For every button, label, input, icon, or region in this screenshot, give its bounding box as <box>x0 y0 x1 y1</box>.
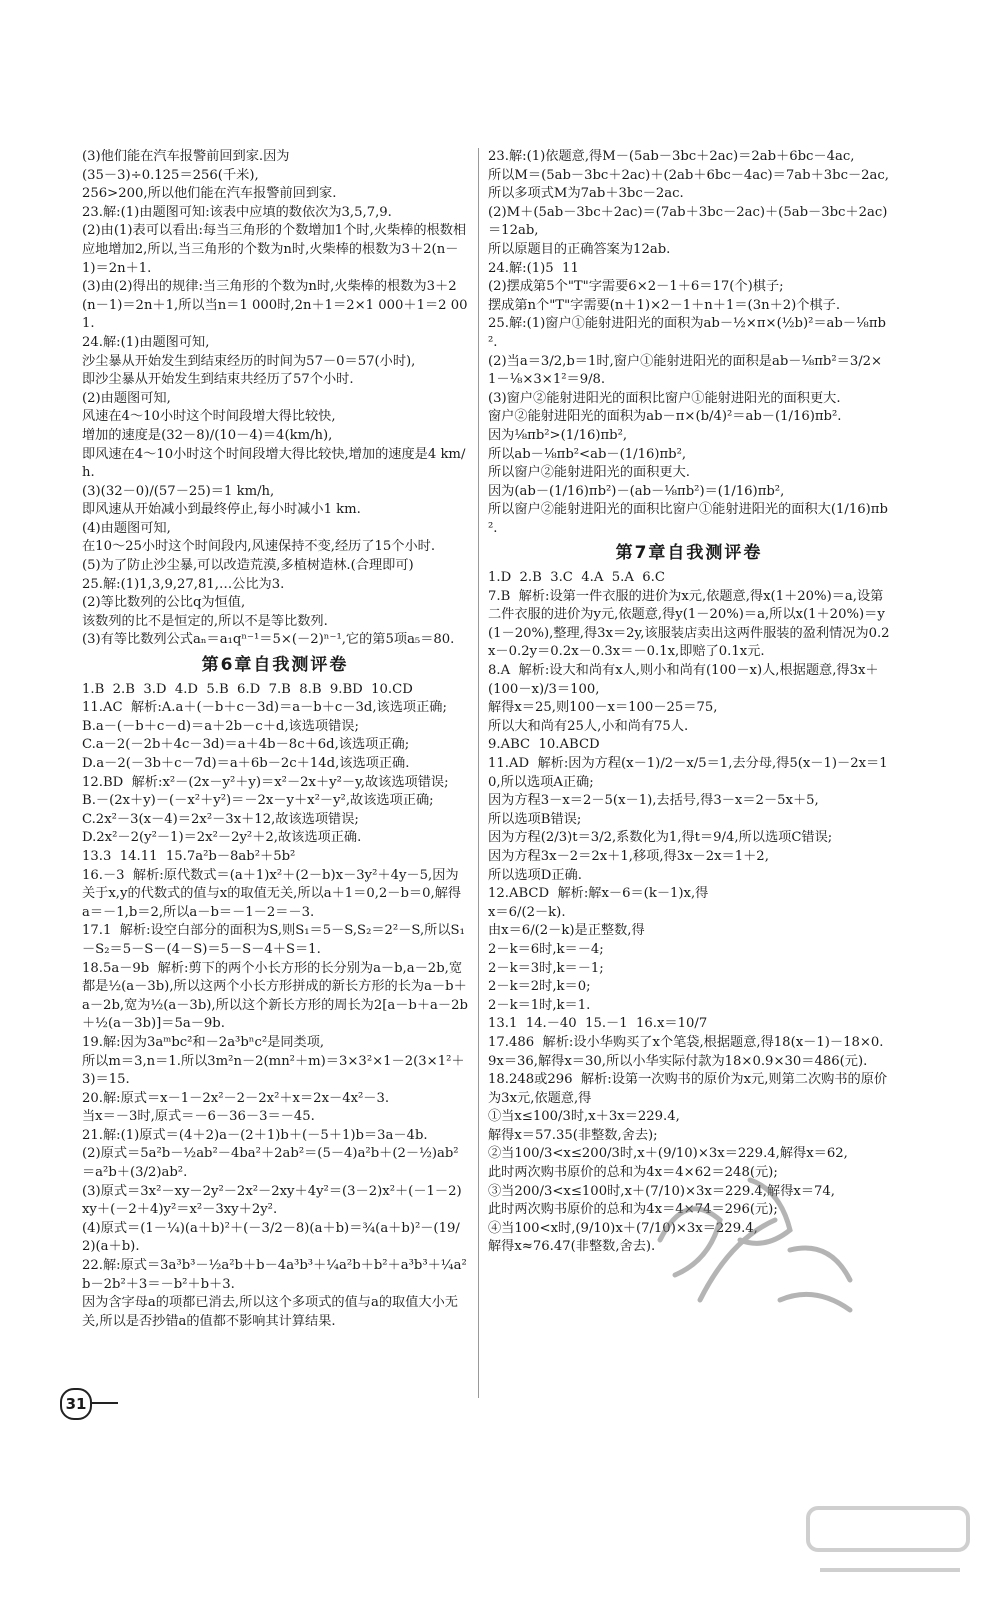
answer-line: 7.B 解析:设第一件衣服的进价为x元,依题意,得x(1＋20%)＝a,设第二件衣服的进价为y元,依题意,得y(1－20%)＝a,所以x(1＋20%)＝y(1－20%),整理,得3x＝2y,该服装店卖出这两件服装的盈利情况为0.2x－0.2y＝0.2x－0.3x＝－0.1x,即赔了0.1x元. <box>488 588 890 660</box>
answer-line: 即风速从开始减小到最终停止,每小时减小1 km. <box>82 502 361 518</box>
answer-line: 此时两次购书原价的总和为4x＝4×62＝248(元); <box>488 1165 778 1181</box>
answer-line: 因为⅛πb²>(1/16)πb², <box>488 427 628 443</box>
answer-line: 18.248或296 解析:设第一次购书的原价为x元,则第二次购书的原价为3x元,依题意,得 <box>488 1072 888 1106</box>
answer-line: 19.解:因为3aᵐbc²和－2a³bⁿc²是同类项, <box>82 1034 325 1050</box>
answer-line: 即沙尘暴从开始发生到结束共经历了57个小时. <box>82 372 354 388</box>
answer-line: 11.AC 解析:A.a＋(－b＋c－3d)＝a－b＋c－3d,该选项正确; <box>82 700 447 716</box>
answer-line: 18.5a－9b 解析:剪下的两个小长方形的长分别为a－b,a－2b,宽都是½(a－3b),所以这两个小长方形拼成的新长方形的长为a－b＋a－2b,宽为½(a－3b),所以这个新长方形的周长为2[a－b＋a－2b＋½(a－3b)]＝5a－9b. <box>82 960 468 1032</box>
answer-line: 2－k＝1时,k＝1. <box>488 997 591 1013</box>
answer-line: 2－k＝6时,k＝－4; <box>488 941 604 957</box>
answer-line: 13.3 14.11 15.7a²b－8ab²＋5b² <box>82 848 296 864</box>
answer-line: ③当200/3<x≤100时,x＋(7/10)×3x＝229.4,解得x＝74, <box>488 1183 835 1199</box>
answer-line: 沙尘暴从开始发生到结束经历的时间为57－0＝57(小时), <box>82 353 416 369</box>
answer-line: (3)窗户②能射进阳光的面积比窗户①能射进阳光的面积更大. <box>488 390 841 406</box>
answer-line: ④当100<x时,(9/10)x＋(7/10)×3x＝229.4, <box>488 1220 758 1236</box>
answer-line: 13.1 14.－40 15.－1 16.x＝10/7 <box>488 1016 708 1032</box>
answer-line: 因为方程(2/3)t＝3/2,系数化为1,得t＝9/4,所以选项C错误; <box>488 830 833 846</box>
answer-line: 所以M＝(5ab－3bc＋2ac)＋(2ab＋6bc－4ac)＝7ab＋3bc－2ac, <box>488 167 889 183</box>
answer-line: (3)(32－0)/(57－25)＝1 km/h, <box>82 483 275 499</box>
page-number: 31 <box>60 1388 92 1420</box>
answer-line: 23.解:(1)依题意,得M－(5ab－3bc＋2ac)＝2ab＋6bc－4ac, <box>488 149 855 164</box>
answer-line: 因为(ab－(1/16)πb²)－(ab－⅛πb²)＝(1/16)πb², <box>488 483 785 499</box>
answer-line: 解得x≈76.47(非整数,舍去). <box>488 1239 656 1255</box>
answer-line: 25.解:(1)窗户①能射进阳光的面积为ab－½×π×(½b)²＝ab－⅛πb². <box>488 316 886 350</box>
answer-line: (2)当a＝3/2,b＝1时,窗户①能射进阳光的面积是ab－⅛πb²＝3/2×1－⅛×3×1²＝9/8. <box>488 353 883 388</box>
answer-line: 1.D 2.B 3.C 4.A 5.A 6.C <box>488 570 665 586</box>
answer-line: 摆成第n个"T"字需要(n＋1)×2－1＋n＋1＝(3n＋2)个棋子. <box>488 297 841 313</box>
answer-line: 在10～25小时这个时间段内,风速保持不变,经历了15个小时. <box>82 539 436 555</box>
answer-line: (2)摆成第5个"T"字需要6×2－1＋6＝17(个)棋子; <box>488 279 784 295</box>
answer-line: B.－(2x＋y)－(－x²＋y²)＝－2x－y＋x²－y²,故该选项正确; <box>82 793 434 809</box>
answer-line: 2－k＝2时,k＝0; <box>488 979 591 995</box>
answer-line: (2)原式＝5a²b－½ab²－4ba²＋2ab²＝(5－4)a²b＋(2－½)ab²＝a²b＋(3/2)ab². <box>82 1146 459 1181</box>
answer-line: (3)由(2)得出的规律:当三角形的个数为n时,火柴棒的根数为3＋2(n－1)＝2n＋1,所以当n＝1 000时,2n＋1＝2×1 000＋1＝2 001. <box>82 279 468 332</box>
answer-line: C.2x²－3(x－4)＝2x²－3x＋12,故该选项错误; <box>82 811 359 827</box>
answer-line: 21.解:(1)原式＝(4＋2)a－(2＋1)b＋(－5＋1)b＝3a－4b. <box>82 1127 428 1143</box>
answer-line: 12.ABCD 解析:解x－6＝(k－1)x,得 <box>488 886 709 902</box>
answer-line: D.2x²－2(y²－1)＝2x²－2y²＋2,故该选项正确. <box>82 830 362 846</box>
answer-line: (2)等比数列的公比q为恒值, <box>82 595 246 611</box>
answer-line: 此时两次购书原价的总和为4x＝4×74＝296(元); <box>488 1202 778 1218</box>
left-column <box>82 148 468 1331</box>
answer-line: 由x＝6/(2－k)是正整数,得 <box>488 923 645 939</box>
answer-line: 所以m＝3,n＝1.所以3m²n－2(mn²＋m)＝3×3²×1－2(3×1²＋3)＝15. <box>82 1053 465 1088</box>
answer-line: 增加的速度是(32－8)/(10－4)＝4(km/h), <box>82 427 333 443</box>
answer-line: C.a－2(－2b＋4c－3d)＝a＋4b－8c＋6d,该选项正确; <box>82 737 410 753</box>
answer-line: 24.解:(1)5 11 <box>488 260 579 276</box>
answer-line: 所以ab－⅛πb²<ab－(1/16)πb², <box>488 446 687 462</box>
answer-line: (35－3)÷0.125＝256(千米), <box>82 167 259 183</box>
answer-line: 20.解:原式＝x－1－2x²－2－2x²＋x＝2x－4x²－3. <box>82 1090 390 1106</box>
answer-line: (5)为了防止沙尘暴,可以改造荒漠,多植树造林.(合理即可) <box>82 558 414 574</box>
answer-line: 23.解:(1)由题图可知:该表中应填的数依次为3,5,7,9. <box>82 204 392 220</box>
answer-line: 该数列的比不是恒定的,所以不是等比数列. <box>82 613 328 629</box>
answer-line: (4)原式＝(1－¼)(a＋b)²＋(－3/2－8)(a＋b)＝¾(a＋b)²－(19/2)(a＋b). <box>82 1220 460 1255</box>
answer-line: 风速在4～10小时这个时间段增大得比较快, <box>82 409 336 425</box>
chapter7-heading: 第7章自我测评卷 <box>615 543 763 564</box>
page-number-rule <box>92 1402 118 1404</box>
answer-line: x＝6/(2－k). <box>488 904 566 920</box>
answer-line: 所以多项式M为7ab＋3bc－2ac. <box>488 186 684 202</box>
answer-line: 16.－3 解析:原代数式＝(a＋1)x²＋(2－b)x－3y²＋4y－5,因为关于x,y的代数式的值与x的取值无关,所以a＋1＝0,2－b＝0,解得a＝－1,b＝2,所以a－b＝－1－2＝－3. <box>82 867 462 920</box>
answer-line: 1.B 2.B 3.D 4.D 5.B 6.D 7.B 8.B 9.BD 10.CD <box>82 681 413 697</box>
answer-line: (3)原式＝3x²－xy－2y²－2x²－2xy＋4y²＝(3－2)x²＋(－1－2)xy＋(－2＋4)y²＝x²－3xy＋2y². <box>82 1183 462 1218</box>
answer-line: 2－k＝3时,k＝－1; <box>488 960 604 976</box>
answer-line: 所以窗户②能射进阳光的面积比窗户①能射进阳光的面积大(1/16)πb². <box>488 502 888 536</box>
answer-line: 所以大和尚有25人,小和尚有75人. <box>488 718 689 734</box>
answer-line: 25.解:(1)1,3,9,27,81,…公比为3. <box>82 576 285 592</box>
answer-line: 解得x＝57.35(非整数,舍去); <box>488 1127 658 1143</box>
answer-line: (2)由题图可知, <box>82 390 171 406</box>
answer-line: D.a－2(－3b＋c－7d)＝a＋6b－2c＋14d,该选项正确. <box>82 756 410 771</box>
answer-line: 窗户②能射进阳光的面积为ab－π×(b/4)²＝ab－(1/16)πb². <box>488 409 842 425</box>
answer-line: 256>200,所以他们能在汽车报警前回到家. <box>82 186 337 202</box>
answer-line: 9.ABC 10.ABCD <box>488 737 600 753</box>
watermark-logo <box>800 1500 980 1590</box>
answer-line: (2)由(1)表可以看出:每当三角形的个数增加1个时,火柴棒的根数相应地增加2,所以,当三角形的个数为n时,火柴棒的根数为3＋2(n－1)＝2n＋1. <box>82 223 467 276</box>
answer-line: ①当x≤100/3时,x＋3x＝229.4, <box>488 1109 680 1125</box>
answer-line: 11.AD 解析:因为方程(x－1)/2－x/5＝1,去分母,得5(x－1)－2x＝10,所以选项A正确; <box>488 756 888 790</box>
answer-line: 所以选项D正确. <box>488 867 582 883</box>
answer-line: 因为方程3x－2＝2x＋1,移项,得3x－2x＝1＋2, <box>488 848 769 864</box>
right-column <box>488 148 890 1257</box>
answer-line: 所以原题目的正确答案为12ab. <box>488 241 671 257</box>
answer-line: ②当100/3<x≤200/3时,x＋(9/10)×3x＝229.4,解得x＝62, <box>488 1146 848 1162</box>
answer-line: (3)他们能在汽车报警前回到家.因为 <box>82 149 290 164</box>
answer-line: 解得x＝25,则100－x＝100－25＝75, <box>488 700 718 716</box>
answer-line: 当x＝－3时,原式＝－6－36－3＝－45. <box>82 1109 315 1125</box>
answer-line: (4)由题图可知, <box>82 520 171 536</box>
answer-line: 所以窗户②能射进阳光的面积更大. <box>488 465 691 481</box>
answer-line: 即风速在4～10小时这个时间段增大得比较快,增加的速度是4 km/h. <box>82 446 466 481</box>
chapter6-heading: 第6章自我测评卷 <box>201 655 349 676</box>
answer-line: 24.解:(1)由题图可知, <box>82 334 210 350</box>
answer-line: 22.解:原式＝3a³b³－½a²b＋b－4a³b³＋¼a²b＋b²＋a³b³＋¼a²b－2b²＋3＝－b²＋b＋3. <box>82 1258 467 1292</box>
answer-line: 所以选项B错误; <box>488 811 582 827</box>
answer-line: B.a－(－b＋c－d)＝a＋2b－c＋d,该选项错误; <box>82 718 359 734</box>
answer-line: 因为含字母a的项都已消去,所以这个多项式的值与a的取值大小无关,所以是否抄错a的值都不影响其计算结果. <box>82 1295 458 1329</box>
column-divider <box>478 148 479 1398</box>
answer-line: 8.A 解析:设大和尚有x人,则小和尚有(100－x)人,根据题意,得3x＋(100－x)/3＝100, <box>488 663 879 697</box>
answer-line: 12.BD 解析:x²－(2x－y²＋y)＝x²－2x＋y²－y,故该选项错误; <box>82 774 449 790</box>
answer-line: 17.1 解析:设空白部分的面积为S,则S₁＝5－S,S₂＝2²－S,所以S₁－S₂＝5－S－(4－S)＝5－S－4＋S＝1. <box>82 923 465 957</box>
answer-line: (3)有等比数列公式aₙ＝a₁qⁿ⁻¹＝5×(－2)ⁿ⁻¹,它的第5项a₅＝80. <box>82 632 455 648</box>
answer-line: 17.486 解析:设小华购买了x个笔袋,根据题意,得18(x－1)－18×0.9x＝36,解得x＝30,所以小华实际付款为18×0.9×30＝486(元). <box>488 1034 884 1069</box>
answer-line: (2)M＋(5ab－3bc＋2ac)＝(7ab＋3bc－2ac)＋(5ab－3bc＋2ac)＝12ab, <box>488 204 888 239</box>
answer-line: 因为方程3－x＝2－5(x－1),去括号,得3－x＝2－5x＋5, <box>488 793 819 809</box>
